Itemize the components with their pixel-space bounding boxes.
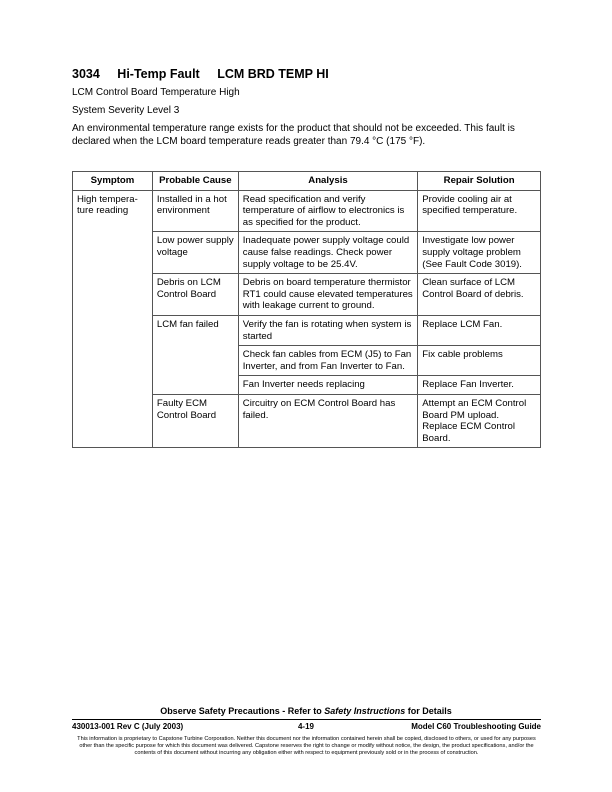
header-analysis: Analysis bbox=[238, 172, 417, 191]
guide-title: Model C60 Troubleshooting Guide bbox=[411, 722, 541, 731]
header-repair-solution: Repair Solution bbox=[418, 172, 541, 191]
repair-cell: Replace Fan Inverter. bbox=[418, 376, 541, 395]
proprietary-disclaimer: This information is proprietary to Capstone Turbine Corporation. Neither this document nor the information contained herein shall be copied, disclosed to others, or used for any purposes other than the specific purpose for which this document was delivered. Capstone reserves the right to change or modify without notice, the design, the product specifications, and/or the contents of this document without incurring any obligation either with respect to equipment previously sold or in the process of construction. bbox=[77, 736, 536, 756]
analysis-cell: Check fan cables from ECM (J5) to Fan Inverter, and from Fan Inverter to Fan. bbox=[238, 346, 417, 376]
cause-cell: Installed in a hot environment bbox=[152, 190, 238, 232]
header-probable-cause: Probable Cause bbox=[152, 172, 238, 191]
analysis-cell: Circuitry on ECM Control Board has failed. bbox=[238, 394, 417, 447]
safety-instructions-ref: Safety Instructions bbox=[324, 706, 406, 716]
header-symptom: Symptom bbox=[73, 172, 153, 191]
repair-cell: Investigate low power supply voltage problem (See Fault Code 3019). bbox=[418, 232, 541, 274]
repair-cell: Attempt an ECM Control Board PM upload. Replace ECM Control Board. bbox=[418, 394, 541, 447]
fault-code: 3034 bbox=[72, 67, 100, 81]
fault-subtitle: LCM Control Board Temperature High bbox=[72, 87, 240, 98]
cause-cell: Faulty ECM Control Board bbox=[152, 394, 238, 447]
analysis-cell: Inadequate power supply voltage could cause false readings. Check power supply voltage to be 25.4V. bbox=[238, 232, 417, 274]
analysis-cell: Verify the fan is rotating when system is started bbox=[238, 315, 417, 345]
symptom-cell: High tempera-ture reading bbox=[73, 190, 153, 448]
page-number: 4-19 bbox=[297, 722, 314, 731]
repair-cell: Clean surface of LCM Control Board of debris. bbox=[418, 274, 541, 316]
repair-cell: Fix cable problems bbox=[418, 346, 541, 376]
doc-number: 430013-001 Rev C (July 2003) bbox=[72, 722, 184, 731]
table-header-row bbox=[73, 172, 541, 191]
fault-id: LCM BRD TEMP HI bbox=[217, 67, 329, 81]
footer-rule bbox=[72, 719, 541, 720]
analysis-cell: Read specification and verify temperature of airflow to electronics is as specified for the product. bbox=[238, 190, 417, 232]
analysis-cell: Fan Inverter needs replacing bbox=[238, 376, 417, 395]
cause-cell: Debris on LCM Control Board bbox=[152, 274, 238, 316]
repair-cell: Provide cooling air at specified temperature. bbox=[418, 190, 541, 232]
safety-notice bbox=[0, 706, 612, 716]
repair-cell: Replace LCM Fan. bbox=[418, 315, 541, 345]
safety-suffix: for Details bbox=[405, 706, 452, 716]
fault-name: Hi-Temp Fault bbox=[117, 67, 200, 81]
table-row bbox=[73, 190, 541, 232]
analysis-cell: Debris on board temperature thermistor RT1 could cause elevated temperatures with leakage current to ground. bbox=[238, 274, 417, 316]
cause-cell: Low power supply voltage bbox=[152, 232, 238, 274]
intro-paragraph: An environmental temperature range exists for the product that should not be exceeded. This fault is declared when the LCM board temperature reads greater than 79.4 °C (175 °F). bbox=[72, 123, 515, 147]
cause-cell: LCM fan failed bbox=[152, 315, 238, 394]
safety-prefix: Observe Safety Precautions - Refer to bbox=[160, 706, 325, 716]
fault-heading bbox=[72, 67, 343, 81]
troubleshooting-table bbox=[72, 171, 541, 448]
severity-level: System Severity Level 3 bbox=[72, 105, 180, 116]
